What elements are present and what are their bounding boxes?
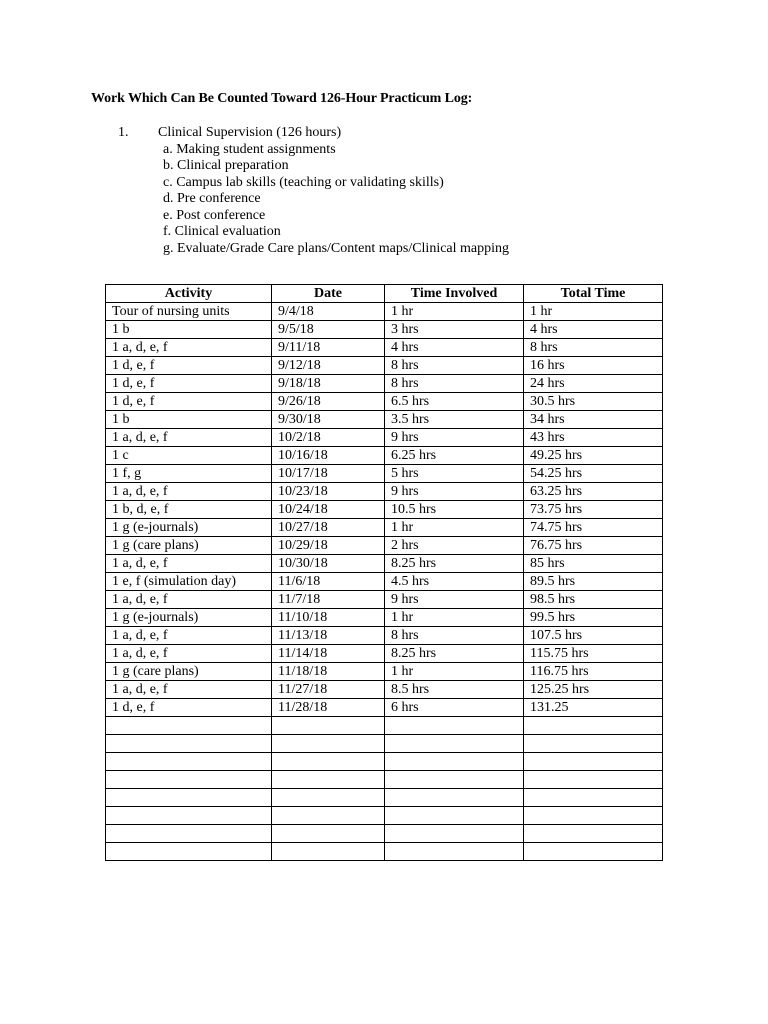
table-row [106, 789, 663, 807]
time-involved-cell [385, 807, 524, 825]
total-time-cell [524, 825, 663, 843]
time-involved-cell: 1 hr [385, 303, 524, 321]
table-row [106, 501, 663, 519]
activity-cell: 1 d, e, f [106, 393, 272, 411]
total-time-cell [524, 843, 663, 861]
date-cell [272, 771, 385, 789]
total-time-cell: 107.5 hrs [524, 627, 663, 645]
table-row [106, 447, 663, 465]
date-cell: 10/17/18 [272, 465, 385, 483]
practicum-log-table [105, 284, 663, 861]
date-cell: 10/23/18 [272, 483, 385, 501]
time-involved-cell: 8 hrs [385, 357, 524, 375]
time-involved-cell: 1 hr [385, 609, 524, 627]
time-involved-cell [385, 753, 524, 771]
date-cell: 10/16/18 [272, 447, 385, 465]
total-time-cell [524, 753, 663, 771]
table-row [106, 573, 663, 591]
time-involved-cell: 3 hrs [385, 321, 524, 339]
date-cell: 10/24/18 [272, 501, 385, 519]
date-cell [272, 735, 385, 753]
table-row [106, 609, 663, 627]
section-item: b. Clinical preparation [163, 158, 289, 173]
activity-cell [106, 843, 272, 861]
total-time-cell: 99.5 hrs [524, 609, 663, 627]
table-row [106, 429, 663, 447]
activity-cell [106, 753, 272, 771]
activity-cell [106, 771, 272, 789]
table-row [106, 483, 663, 501]
section-number: 1. [118, 125, 129, 140]
section-item: f. Clinical evaluation [163, 224, 281, 239]
time-involved-cell [385, 771, 524, 789]
date-cell [272, 789, 385, 807]
date-cell: 9/30/18 [272, 411, 385, 429]
total-time-cell: 116.75 hrs [524, 663, 663, 681]
activity-cell: 1 a, d, e, f [106, 627, 272, 645]
date-cell [272, 807, 385, 825]
table-row [106, 645, 663, 663]
activity-cell: 1 a, d, e, f [106, 591, 272, 609]
section-heading-text: Clinical Supervision (126 hours) [158, 125, 342, 140]
table-row [106, 825, 663, 843]
date-cell: 11/27/18 [272, 681, 385, 699]
time-involved-cell: 6 hrs [385, 699, 524, 717]
table-row [106, 465, 663, 483]
date-cell: 11/7/18 [272, 591, 385, 609]
activity-cell: 1 a, d, e, f [106, 483, 272, 501]
activity-cell [106, 825, 272, 843]
total-time-cell: 98.5 hrs [524, 591, 663, 609]
date-cell: 11/6/18 [272, 573, 385, 591]
table-row [106, 663, 663, 681]
table-row [106, 339, 663, 357]
section-item-list [118, 142, 509, 258]
activity-cell: 1 b, d, e, f [106, 501, 272, 519]
table-row [106, 303, 663, 321]
time-involved-cell: 6.5 hrs [385, 393, 524, 411]
date-cell: 11/14/18 [272, 645, 385, 663]
time-involved-cell [385, 825, 524, 843]
activity-cell: 1 a, d, e, f [106, 681, 272, 699]
table-row [106, 321, 663, 339]
date-cell [272, 753, 385, 771]
time-involved-cell: 9 hrs [385, 591, 524, 609]
total-time-cell: 63.25 hrs [524, 483, 663, 501]
table-row [106, 807, 663, 825]
table-row [106, 843, 663, 861]
clinical-supervision-section [118, 125, 509, 257]
date-cell: 11/18/18 [272, 663, 385, 681]
time-involved-cell [385, 735, 524, 753]
column-header-total-time: Total Time [524, 285, 663, 303]
date-cell: 11/10/18 [272, 609, 385, 627]
time-involved-cell: 8 hrs [385, 375, 524, 393]
date-cell: 9/26/18 [272, 393, 385, 411]
total-time-cell: 24 hrs [524, 375, 663, 393]
activity-cell: 1 g (e-journals) [106, 519, 272, 537]
table-row [106, 771, 663, 789]
date-cell [272, 825, 385, 843]
time-involved-cell: 2 hrs [385, 537, 524, 555]
activity-cell [106, 735, 272, 753]
table-row [106, 681, 663, 699]
table-row [106, 699, 663, 717]
table-row [106, 393, 663, 411]
table-row [106, 375, 663, 393]
date-cell: 10/30/18 [272, 555, 385, 573]
table-row [106, 627, 663, 645]
date-cell: 9/4/18 [272, 303, 385, 321]
section-item: d. Pre conference [163, 191, 261, 206]
section-heading [118, 125, 509, 142]
total-time-cell [524, 771, 663, 789]
activity-cell: 1 a, d, e, f [106, 429, 272, 447]
date-cell: 9/12/18 [272, 357, 385, 375]
column-header-date: Date [272, 285, 385, 303]
total-time-cell: 74.75 hrs [524, 519, 663, 537]
time-involved-cell: 1 hr [385, 663, 524, 681]
table-row [106, 411, 663, 429]
page-title: Work Which Can Be Counted Toward 126-Hour Practicum Log: [91, 91, 473, 106]
table-row [106, 519, 663, 537]
table-row [106, 753, 663, 771]
total-time-cell: 54.25 hrs [524, 465, 663, 483]
activity-cell [106, 789, 272, 807]
total-time-cell: 73.75 hrs [524, 501, 663, 519]
total-time-cell: 89.5 hrs [524, 573, 663, 591]
total-time-cell [524, 789, 663, 807]
time-involved-cell: 8.25 hrs [385, 555, 524, 573]
activity-cell: Tour of nursing units [106, 303, 272, 321]
total-time-cell: 16 hrs [524, 357, 663, 375]
time-involved-cell: 9 hrs [385, 483, 524, 501]
date-cell: 10/2/18 [272, 429, 385, 447]
time-involved-cell: 4 hrs [385, 339, 524, 357]
time-involved-cell: 8.25 hrs [385, 645, 524, 663]
activity-cell: 1 d, e, f [106, 357, 272, 375]
activity-cell: 1 d, e, f [106, 375, 272, 393]
activity-cell: 1 g (care plans) [106, 537, 272, 555]
date-cell: 9/18/18 [272, 375, 385, 393]
activity-cell: 1 c [106, 447, 272, 465]
total-time-cell [524, 807, 663, 825]
activity-cell: 1 a, d, e, f [106, 645, 272, 663]
activity-cell: 1 b [106, 321, 272, 339]
time-involved-cell: 1 hr [385, 519, 524, 537]
activity-cell [106, 807, 272, 825]
date-cell: 10/27/18 [272, 519, 385, 537]
activity-cell: 1 g (care plans) [106, 663, 272, 681]
time-involved-cell: 3.5 hrs [385, 411, 524, 429]
table-row [106, 555, 663, 573]
activity-cell: 1 g (e-journals) [106, 609, 272, 627]
date-cell: 11/28/18 [272, 699, 385, 717]
activity-cell: 1 a, d, e, f [106, 555, 272, 573]
total-time-cell: 30.5 hrs [524, 393, 663, 411]
time-involved-cell: 8 hrs [385, 627, 524, 645]
date-cell: 11/13/18 [272, 627, 385, 645]
column-header-time-involved: Time Involved [385, 285, 524, 303]
table-row [106, 537, 663, 555]
section-item: c. Campus lab skills (teaching or validating skills) [163, 174, 444, 190]
total-time-cell [524, 735, 663, 753]
table-body [106, 303, 663, 861]
time-involved-cell [385, 789, 524, 807]
time-involved-cell: 5 hrs [385, 465, 524, 483]
date-cell: 10/29/18 [272, 537, 385, 555]
total-time-cell: 115.75 hrs [524, 645, 663, 663]
activity-cell: 1 d, e, f [106, 699, 272, 717]
table-header-row [106, 285, 663, 303]
time-involved-cell [385, 717, 524, 735]
total-time-cell: 1 hr [524, 303, 663, 321]
time-involved-cell: 8.5 hrs [385, 681, 524, 699]
section-item: g. Evaluate/Grade Care plans/Content maps/Clinical mapping [163, 240, 510, 256]
total-time-cell: 76.75 hrs [524, 537, 663, 555]
date-cell [272, 717, 385, 735]
total-time-cell: 8 hrs [524, 339, 663, 357]
time-involved-cell: 4.5 hrs [385, 573, 524, 591]
total-time-cell [524, 717, 663, 735]
date-cell [272, 843, 385, 861]
date-cell: 9/11/18 [272, 339, 385, 357]
total-time-cell: 43 hrs [524, 429, 663, 447]
total-time-cell: 4 hrs [524, 321, 663, 339]
total-time-cell: 125.25 hrs [524, 681, 663, 699]
activity-cell [106, 717, 272, 735]
table-row [106, 717, 663, 735]
table-row [106, 357, 663, 375]
time-involved-cell [385, 843, 524, 861]
table-row [106, 735, 663, 753]
total-time-cell: 49.25 hrs [524, 447, 663, 465]
total-time-cell: 34 hrs [524, 411, 663, 429]
time-involved-cell: 6.25 hrs [385, 447, 524, 465]
date-cell: 9/5/18 [272, 321, 385, 339]
section-item: e. Post conference [163, 207, 266, 223]
table-row [106, 591, 663, 609]
total-time-cell: 85 hrs [524, 555, 663, 573]
time-involved-cell: 9 hrs [385, 429, 524, 447]
total-time-cell: 131.25 [524, 699, 663, 717]
activity-cell: 1 f, g [106, 465, 272, 483]
activity-cell: 1 e, f (simulation day) [106, 573, 272, 591]
section-item: a. Making student assignments [163, 141, 336, 157]
activity-cell: 1 b [106, 411, 272, 429]
activity-cell: 1 a, d, e, f [106, 339, 272, 357]
time-involved-cell: 10.5 hrs [385, 501, 524, 519]
column-header-activity: Activity [106, 285, 272, 303]
